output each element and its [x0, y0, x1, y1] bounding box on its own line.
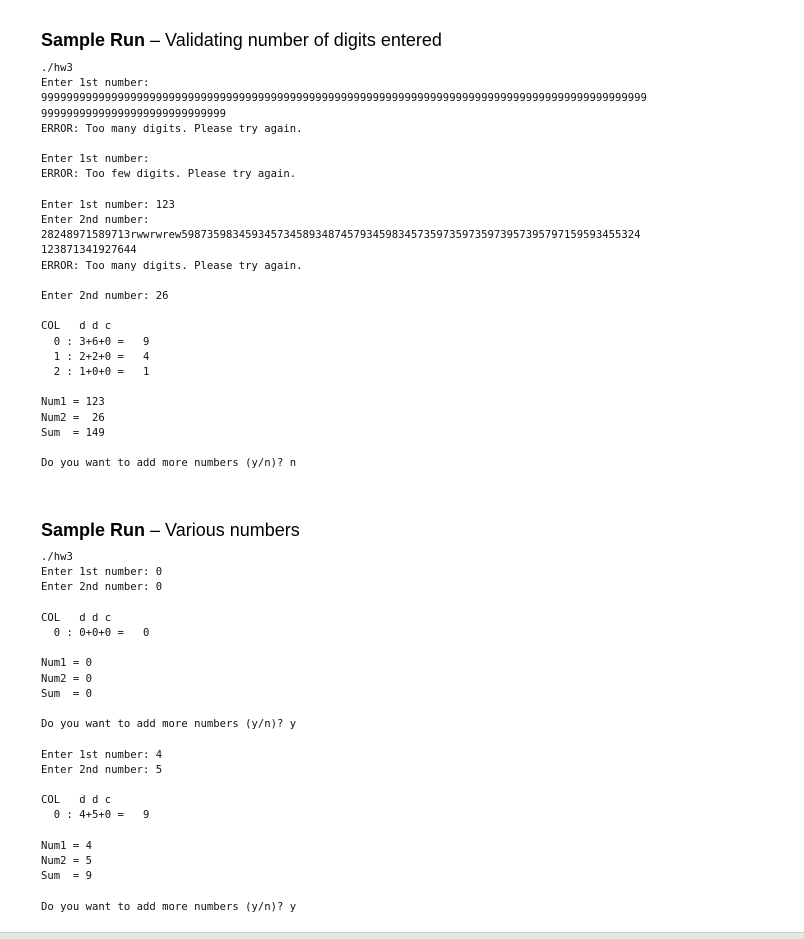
- output-line: 123871341927644: [41, 244, 137, 257]
- output-line: ./hw3: [41, 551, 73, 563]
- output-line: Enter 2nd number: 5: [41, 763, 163, 776]
- output-line: Enter 1st number: 0: [41, 566, 163, 579]
- output-line: Num1 = 0: [41, 657, 93, 670]
- output-line: 99999999999999999999999999999: [41, 107, 226, 120]
- output-line: Enter 1st number:: [41, 153, 150, 166]
- section-heading-validating: [41, 29, 442, 51]
- output-line: 1 : 2+2+0 = 4: [41, 350, 150, 363]
- output-line: Enter 1st number: 4: [41, 748, 163, 761]
- output-line: COL d d c: [41, 320, 112, 333]
- output-line: Do you want to add more numbers (y/n)? y: [41, 900, 297, 913]
- output-line: 0 : 3+6+0 = 9: [41, 335, 150, 348]
- output-line: Enter 2nd number:: [41, 214, 150, 227]
- heading-bold-label: Sample Run: [41, 520, 146, 540]
- output-line: Do you want to add more numbers (y/n)? n: [41, 457, 297, 470]
- output-line: Num2 = 5: [41, 855, 93, 868]
- output-line: 99999999999999999999999999999999999999999999999999999999999999999999999999999999999999999999999: [41, 92, 647, 105]
- output-line: Do you want to add more numbers (y/n)? y: [41, 718, 297, 731]
- output-line: 0 : 4+5+0 = 9: [41, 809, 150, 822]
- heading-bold-label: Sample Run: [41, 30, 146, 50]
- output-line: COL d d c: [41, 794, 112, 807]
- sample-run-output-various: [41, 550, 296, 915]
- output-line: Sum = 9: [41, 870, 93, 883]
- heading-rest-label: – Validating number of digits entered: [145, 30, 442, 50]
- sample-run-output-validating: [41, 61, 647, 471]
- output-line: Num1 = 4: [41, 839, 93, 852]
- output-line: Num2 = 0: [41, 672, 93, 685]
- output-line: ERROR: Too few digits. Please try again.: [41, 168, 297, 181]
- output-line: 2 : 1+0+0 = 1: [41, 366, 150, 379]
- output-line: ERROR: Too many digits. Please try again.: [41, 122, 303, 135]
- output-line: Sum = 149: [41, 426, 105, 439]
- output-line: Enter 1st number: 123: [41, 198, 175, 211]
- output-line: Sum = 0: [41, 687, 93, 700]
- output-line: 28248971589713rwwrwrew598735983459345734589348745793459834573597359735973957395797159593455324: [41, 229, 641, 242]
- output-line: Num1 = 123: [41, 396, 105, 409]
- output-line: 0 : 0+0+0 = 0: [41, 627, 150, 640]
- output-line: Enter 1st number:: [41, 77, 150, 90]
- output-line: Enter 2nd number: 26: [41, 290, 169, 303]
- output-line: COL d d c: [41, 611, 112, 624]
- output-line: ERROR: Too many digits. Please try again.: [41, 259, 303, 272]
- section-heading-various: [41, 519, 300, 541]
- output-line: ./hw3: [41, 62, 73, 74]
- output-line: Enter 2nd number: 0: [41, 581, 163, 594]
- heading-rest-label: – Various numbers: [145, 520, 300, 540]
- output-line: Num2 = 26: [41, 411, 105, 424]
